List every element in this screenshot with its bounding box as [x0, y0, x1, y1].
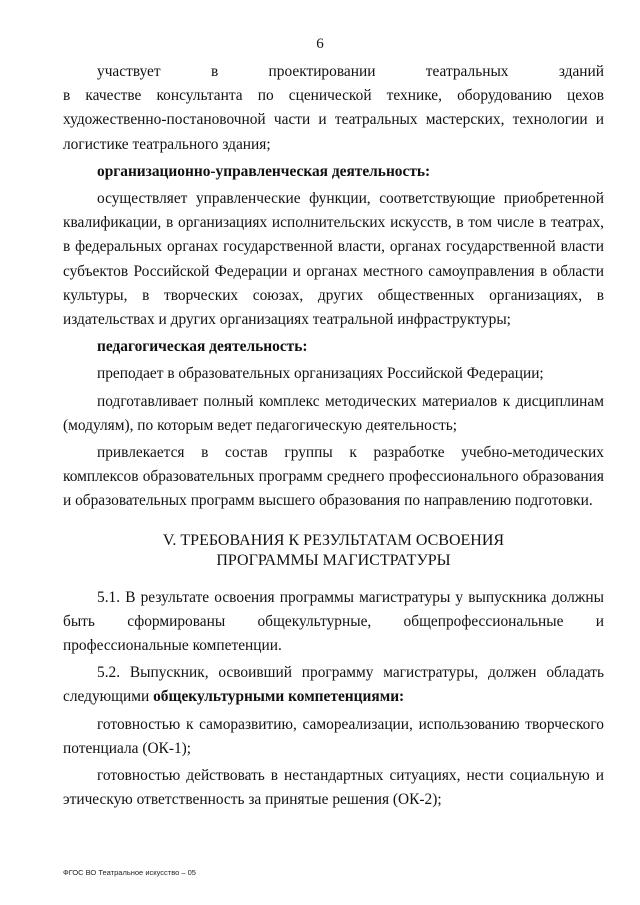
footer-label: ФГОС ВО Театральное искусство – 05: [63, 868, 196, 877]
document-body: [63, 60, 604, 812]
paragraph-design-rest: в качестве консультанта по сценической технике, оборудованию цехов художественно-постановочной части и театральных мастерских, технологии и логистике театрального здания;: [63, 87, 604, 153]
section-title-line2: ПРОГРАММЫ МАГИСТРАТУРЫ: [216, 551, 451, 569]
paragraph-5-2-text: 5.2. Выпускник, освоивший программу магистратуры, должен обладать следующими: [63, 664, 604, 706]
paragraph-5-2: [63, 661, 604, 709]
heading-pedagogical-activity: педагогическая деятельность:: [97, 338, 308, 356]
paragraph-management: осуществляет управленческие функции, соответствующие приобретенной квалификации, в организациях исполнительских искусств, в том числе в театрах, в федеральных органах государственной власти, органах государственной власти субъектов Российской Федерации и органах местного самоуправления в области культуры, в творческих союзах, других общественных организациях, в издательствах и других организациях театральной инфраструктуры;: [63, 190, 604, 329]
paragraph-teaching: преподает в образовательных организациях Российской Федерации;: [97, 365, 544, 383]
paragraph-5-2-bold: общекультурными компетенциями:: [153, 688, 405, 706]
paragraph-5-1: 5.1. В результате освоения программы магистратуры у выпускника должны быть сформированы общекультурные, общепрофессиональные и профессиональные компетенции.: [63, 588, 604, 655]
section-title-line1: V. ТРЕБОВАНИЯ К РЕЗУЛЬТАТАМ ОСВОЕНИЯ: [162, 531, 505, 549]
page-number: 6: [316, 36, 324, 52]
paragraph-design-line1: участвует в проектировании театральных зданий: [97, 63, 604, 80]
paragraph-ok-2: готовностью действовать в нестандартных ситуациях, нести социальную и этическую ответственность за принятые решения (ОК-2);: [63, 767, 604, 809]
paragraph-methodology-group: привлекается в состав группы к разработке учебно-методических комплексов образовательных программ среднего профессионального образования и образовательных программ высшего образования по направлению подготовки.: [63, 444, 604, 510]
section-title: [63, 531, 604, 571]
paragraph-ok-1: готовностью к саморазвитию, самореализации, использованию творческого потенциала (ОК-1);: [63, 715, 604, 757]
paragraph-materials: подготавливает полный комплекс методических материалов к дисциплинам (модулям), по которым ведет педагогическую деятельность;: [63, 392, 604, 434]
heading-organizational-activity: организационно-управленческая деятельность:: [97, 162, 431, 180]
